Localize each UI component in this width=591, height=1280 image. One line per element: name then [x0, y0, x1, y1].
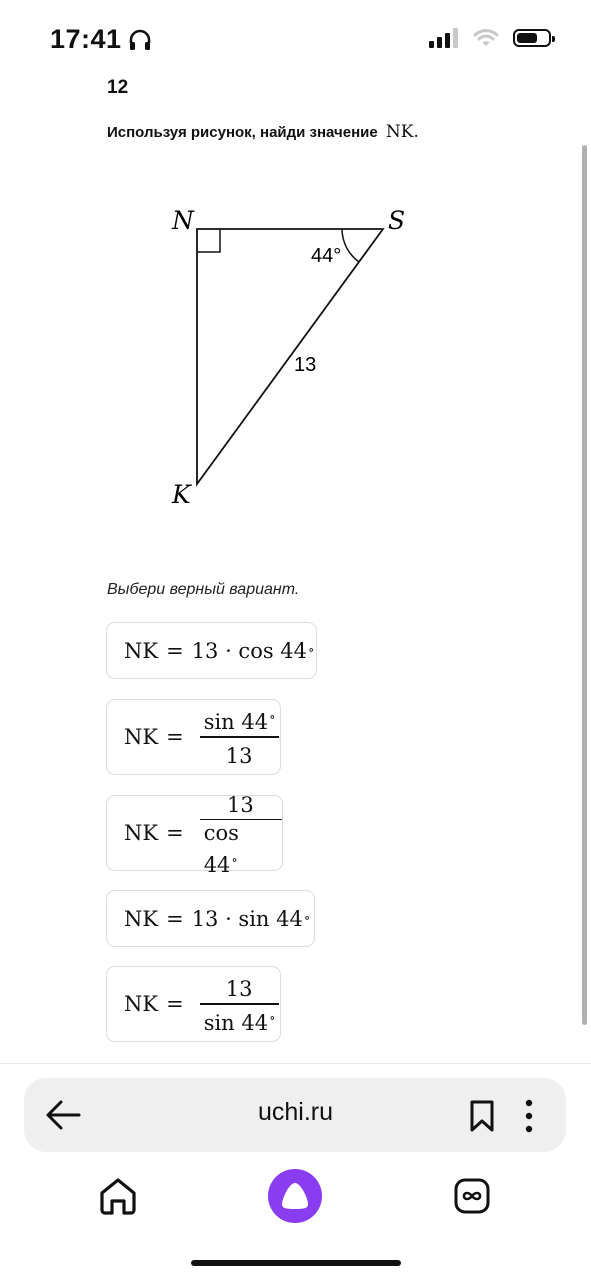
fraction-denominator: [222, 738, 258, 770]
denominator-text: sin 44: [203, 1010, 269, 1035]
url-text[interactable]: uchi.ru: [257, 1098, 334, 1126]
triangle-figure: [0, 0, 591, 560]
degree-mark: ∘: [303, 911, 311, 926]
fraction-numerator: [223, 787, 259, 819]
answer-option-4[interactable]: [106, 890, 315, 947]
vertex-k-label: K: [172, 480, 191, 509]
right-angle-marker: [197, 229, 220, 252]
question-label: Используя рисунок, найди значение: [107, 124, 378, 141]
scrollbar[interactable]: [582, 145, 587, 1025]
numerator-text: 13: [225, 977, 253, 1002]
denominator-text: cos 44: [203, 821, 239, 878]
clock: 17:41: [50, 24, 122, 54]
bookmark-icon[interactable]: [468, 1099, 496, 1133]
home-indicator[interactable]: [191, 1260, 401, 1266]
answer-option-5[interactable]: [106, 966, 281, 1042]
numerator-text: sin 44: [203, 710, 269, 735]
option-lhs: NK: [124, 821, 159, 845]
option-equals: =: [166, 906, 184, 931]
triangle: [197, 229, 383, 484]
degree-mark: ∘: [269, 710, 276, 726]
angle-arc: [342, 229, 359, 262]
answer-option-2[interactable]: [106, 699, 281, 775]
hypotenuse-label: 13: [294, 354, 317, 376]
tabs-icon[interactable]: [454, 1178, 490, 1214]
option-lhs: NK: [124, 906, 159, 931]
fraction-denominator: [200, 1005, 280, 1037]
option-expression: 13 · cos 44: [191, 638, 308, 663]
option-lhs: NK: [124, 992, 159, 1016]
vertex-n-label: N: [172, 206, 194, 235]
option-equals: =: [166, 821, 184, 845]
fraction-numerator: [200, 704, 280, 736]
vertex-s-label: S: [388, 206, 406, 235]
alice-assistant-icon[interactable]: [268, 1169, 322, 1223]
task-number: 12: [107, 77, 129, 98]
fraction-denominator: [200, 820, 282, 879]
numerator-text: 13: [226, 792, 254, 817]
denominator-text: 13: [225, 743, 253, 768]
option-expression: 13 · sin 44: [191, 906, 303, 931]
answer-prompt: Выбери верный вариант.: [107, 581, 300, 598]
angle-label: 44°: [311, 245, 342, 267]
fraction-numerator: [222, 971, 258, 1003]
answer-option-3[interactable]: [106, 792, 283, 878]
fraction: [200, 787, 282, 880]
fraction: [200, 704, 280, 770]
bottom-divider: [0, 1063, 591, 1064]
fraction: [200, 971, 280, 1037]
option-lhs: NK: [124, 638, 159, 663]
answer-option-1[interactable]: [106, 622, 317, 679]
option-equals: =: [166, 992, 184, 1016]
question-math: NK.: [385, 122, 419, 142]
more-vertical-icon[interactable]: [521, 1098, 537, 1134]
option-equals: =: [166, 638, 184, 663]
degree-mark: ∘: [308, 643, 315, 658]
option-lhs: NK: [124, 725, 159, 749]
degree-mark: ∘: [269, 1010, 276, 1026]
degree-mark: ∘: [231, 853, 238, 869]
home-icon[interactable]: [98, 1176, 138, 1216]
option-equals: =: [166, 725, 184, 749]
